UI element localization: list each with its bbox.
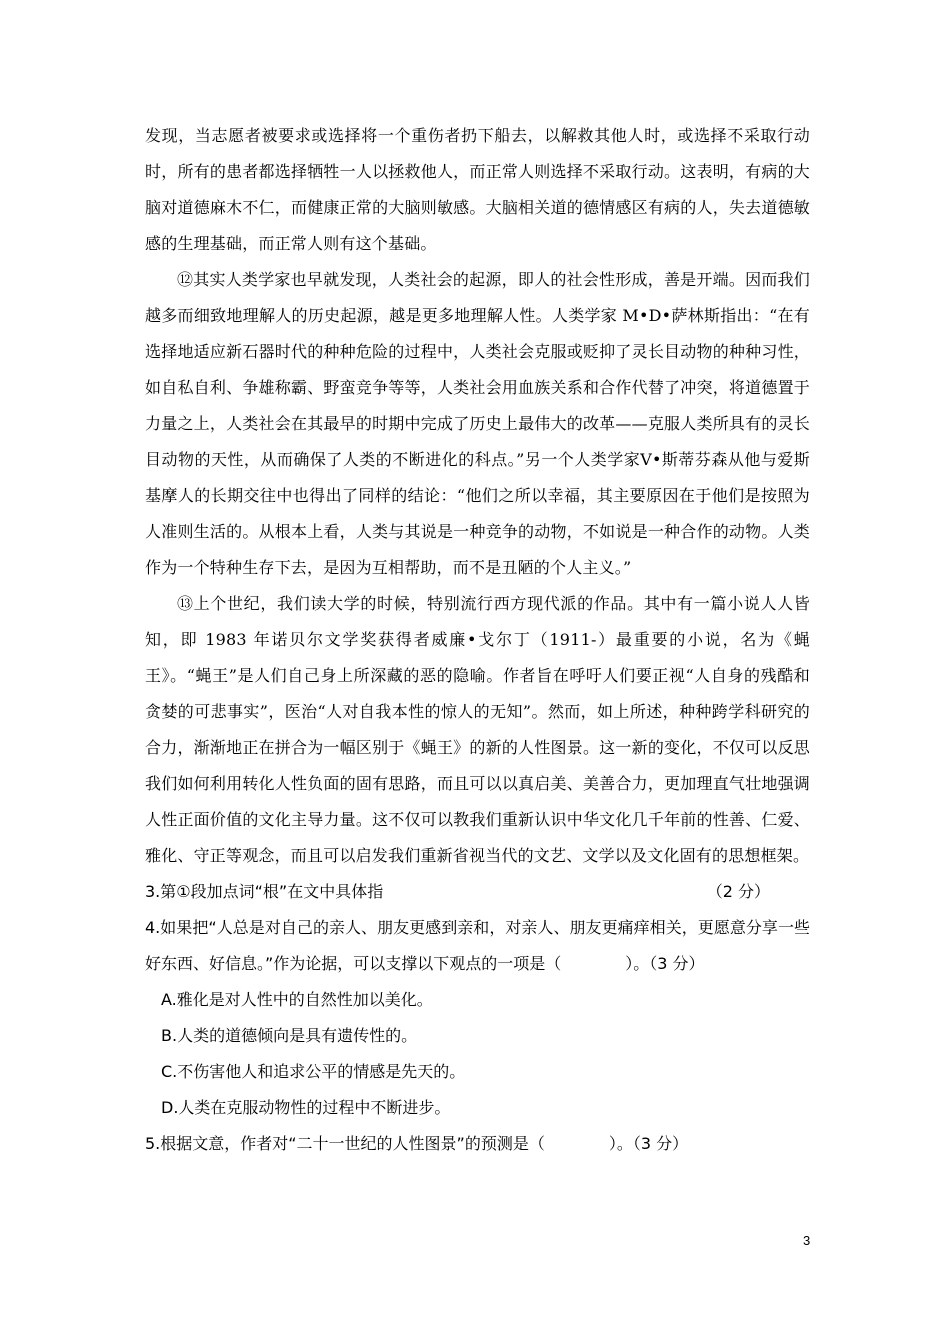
- question-4-option-a: A.雅化是对人性中的自然性加以美化。: [161, 990, 433, 1009]
- question-4-text: 4.如果把“人总是对自己的亲人、朋友更感到亲和，对亲人、朋友更痛痒相关，更愿意分享一些好东西、好信息。”作为论据，可以支撑以下观点的一项是（ ）。（3 分）: [145, 918, 810, 973]
- question-4-option-b: B.人类的道德倾向是具有遗传性的。: [161, 1026, 418, 1045]
- paragraph-13: ⑬上个世纪，我们读大学的时候，特别流行西方现代派的作品。其中有一篇小说人人皆知，即 1983 年诺贝尔文学奖获得者威廉•戈尔丁（1911-）最重要的小说，名为《蝇王》。“蝇王”是人们自己身上所深藏的恶的隐喻。作者旨在呼吁人们要正视“人自身的残酷和贪婪的可悲事实”，医治“人对自我本性的惊人的无知”。然而，如上所述，种种跨学科研究的合力，渐渐地正在拼合为一幅区别于《蝇王》的新的人性图景。这一新的变化，不仅可以反思我们如何利用转化人性负面的固有思路，而且可以以真启美、美善合力，更加理直气壮地强调人性正面价值的文化主导力量。这不仅可以教我们重新认识中华文化几千年前的性善、仁爱、雅化、守正等观念，而且可以启发我们重新省视当代的文艺、文学以及文化固有的思想框架。: [145, 594, 810, 865]
- question-4-option-c: C.不伤害他人和追求公平的情感是先天的。: [161, 1062, 466, 1081]
- document-body: [145, 118, 810, 1162]
- question-3: [145, 874, 810, 910]
- question-3-score: （2 分）: [706, 882, 770, 901]
- question-3-text: 3.第①段加点词“根”在文中具体指: [145, 882, 384, 901]
- page-number: 3: [803, 1233, 811, 1248]
- question-4-option-d: D.人类在克服动物性的过程中不断进步。: [161, 1098, 451, 1117]
- question-5-text: 5.根据文意，作者对“二十一世纪的人性图景”的预测是（ ）。（3 分）: [145, 1134, 689, 1153]
- paragraph-11-continued: 发现，当志愿者被要求或选择将一个重伤者扔下船去，以解救其他人时，或选择不采取行动时，所有的患者都选择牺牲一人以拯救他人，而正常人则选择不采取行动。这表明，有病的大脑对道德麻木不仁，而健康正常的大脑则敏感。大脑相关道的德情感区有病的人，失去道德敏感的生理基础，而正常人则有这个基础。: [145, 126, 810, 253]
- paragraph-12: ⑫其实人类学家也早就发现，人类社会的起源，即人的社会性形成，善是开端。因而我们越多而细致地理解人的历史起源，越是更多地理解人性。人类学家 M•D•萨林斯指出：“在有选择地适应新石器时代的种种危险的过程中，人类社会克服或贬抑了灵长目动物的种种习性，如自私自利、争雄称霸、野蛮竞争等等，人类社会用血族关系和合作代替了冲突，将道德置于力量之上，人类社会在其最早的时期中完成了历史上最伟大的改革——克服人类所具有的灵长目动物的天性，从而确保了人类的不断进化的科点。”另一个人类学家V•斯蒂芬森从他与爱斯基摩人的长期交往中也得出了同样的结论：“他们之所以幸福，其主要原因在于他们是按照为人准则生活的。从根本上看，人类与其说是一种竞争的动物，不如说是一种合作的动物。人类作为一个特种生存下去，是因为互相帮助，而不是丑陋的个人主义。”: [145, 270, 810, 577]
